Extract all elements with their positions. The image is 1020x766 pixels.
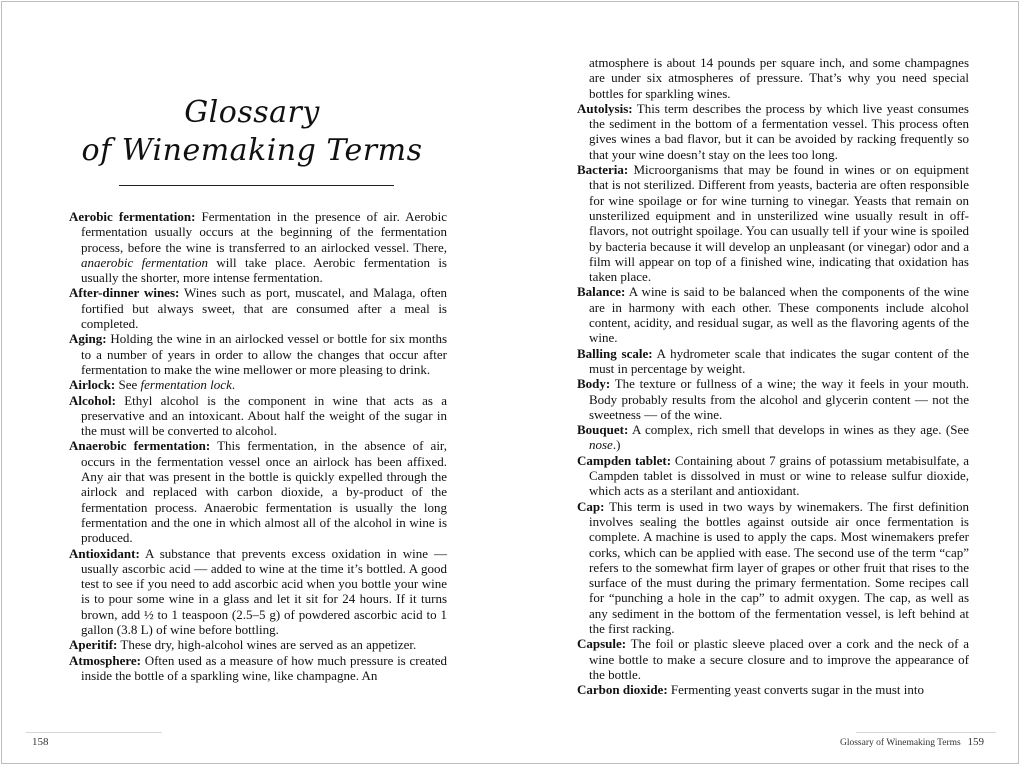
glossary-definition: Holding the wine in an airlocked vessel or bottle for six months to a number of years in order to allow the changes that occur after fermentation to make the wine mellower or more pleasing to drink. bbox=[81, 331, 447, 377]
continued-entry-text: atmosphere is about 14 pounds per square inch, and some champagnes are under six atmospheres of pressure. That’s why you need special bottles for sparkling wines. bbox=[589, 55, 969, 101]
glossary-entry bbox=[69, 653, 447, 684]
glossary-entry bbox=[577, 162, 969, 284]
glossary-definition: Ethyl alcohol is the component in wine that acts as a preservative and an intoxicant. About half the weight of the sugar in the must will be converted to alcohol. bbox=[81, 392, 447, 439]
glossary-term: Campden tablet: bbox=[577, 452, 672, 468]
glossary-entry bbox=[577, 499, 969, 637]
glossary-definition: The texture or fullness of a wine; the way it feels in your mouth. Body probably results from the alcohol and glycerin content — not the sweetness — of the wine. bbox=[589, 376, 969, 422]
glossary-term: Autolysis: bbox=[577, 100, 633, 116]
glossary-definition-end: . bbox=[231, 377, 236, 393]
glossary-definition: Fermentation in the presence of air. Aerobic fermentation usually occurs at the beginning of the fermentation process, before the wine is transferred to an airlocked vessel. There, bbox=[81, 209, 447, 255]
glossary-entry bbox=[577, 101, 969, 162]
glossary-definition: The foil or plastic sleeve placed over a cork and the neck of a wine bottle to make a secure closure and to improve the appearance of the bottle. bbox=[589, 636, 969, 682]
glossary-definition: Containing about 7 grains of potassium metabisulfate, a Campden tablet is dissolved in must or wine to release sulfur dioxide, which acts as a sterilant and antioxidant. bbox=[589, 452, 969, 499]
glossary-term: Aging: bbox=[69, 331, 107, 347]
footer-rule bbox=[26, 732, 162, 733]
glossary-definition: Often used as a measure of how much pressure is created inside the bottle of a sparkling wine, like champagne. An bbox=[81, 652, 447, 683]
glossary-definition: Microorganisms that may be found in wines or on equipment that is not sterilized. Different from yeasts, bacteria are often responsible for wine spoilage or for wine turning to vinegar. Yeasts that remain on unsterilized equipment and in unsterilized wine usually result in off-flavors, not outright spoilage. You can usually tell if your wine is spoiled by bacteria because it will develop an unpleasant (or vinegar) odor and a film will appear on top of a finished wine, indicating that oxidation has taken place. bbox=[589, 162, 969, 285]
glossary-definition: A complex, rich smell that develops in wines as they age. (See bbox=[628, 422, 969, 438]
glossary-entry bbox=[69, 331, 447, 377]
cross-reference: anaerobic fermentation bbox=[81, 254, 209, 270]
cross-reference: nose bbox=[589, 437, 613, 453]
title-line-2: of Winemaking Terms bbox=[81, 133, 423, 168]
glossary-definition: This term describes the process by which live yeast consumes the sediment in the bottom of a fermentation vessel. This process often gives wines a bad flavor, but it can be avoided by racking frequently so that your wine doesn’t stay on the lees too long. bbox=[589, 100, 969, 162]
glossary-term: Aperitif: bbox=[69, 637, 118, 653]
glossary-definition: Fermenting yeast converts sugar in the must into bbox=[667, 682, 924, 698]
glossary-definition: Wines such as port, muscatel, and Malaga, often fortified but always sweet, that are consumed after a meal is completed. bbox=[81, 285, 447, 332]
running-head: Glossary of Winemaking Terms bbox=[839, 738, 961, 748]
page-number: 159 bbox=[967, 736, 984, 748]
cross-reference: fermentation lock bbox=[140, 377, 232, 393]
glossary-definition: See bbox=[115, 377, 141, 393]
glossary-definition: A substance that prevents excess oxidation in wine — usually ascorbic acid — added to wine at the time it’s bottled. A good test to see if you need to add ascorbic acid when you bottle your wine is to pour some wine in a glass and let it sit for 24 hours. If it turns brown, add ½ to 1 teaspoon (2.5–5 g) of powdered ascorbic acid to 1 gallon (3.8 L) of wine before bottling. bbox=[81, 545, 447, 638]
glossary-definition: A hydrometer scale that indicates the sugar content of the must in percentage by weight. bbox=[589, 345, 969, 376]
glossary-term: Body: bbox=[577, 376, 611, 392]
glossary-entry bbox=[577, 346, 969, 377]
glossary-term: Capsule: bbox=[577, 636, 627, 652]
glossary-entry bbox=[69, 377, 447, 392]
title-line-1: Glossary bbox=[184, 95, 320, 130]
glossary-definition: A wine is said to be balanced when the components of the wine are in harmony with each other. These components include alcohol content, acidity, and residual sugar, as well as the flavoring agents of the wine. bbox=[589, 284, 969, 346]
glossary-entry bbox=[69, 209, 447, 285]
glossary-term: After-dinner wines: bbox=[69, 285, 180, 301]
glossary-entry bbox=[577, 636, 969, 682]
book-spread bbox=[1, 1, 1019, 764]
right-entries bbox=[577, 101, 969, 698]
glossary-term: Balling scale: bbox=[577, 345, 653, 361]
glossary-definition-end: .) bbox=[612, 437, 621, 453]
glossary-definition: This term is used in two ways by winemakers. The first definition involves sealing the bottles against outside air once fermentation is complete. A machine is used to apply the caps. Most winemakers prefer corks, which can be applied with ease. The second use of the term “cap” refers to the somewhat firm layer of grapes or other fruit that rises to the surface of the must during the primary fermentation. Some recipes call for “punching a hole in the cap” to admit oxygen. The cap, as well as any sediment in the bottom of the fermentation vessel, is left behind at the first racking. bbox=[589, 498, 969, 636]
glossary-definition: These dry, high-alcohol wines are served as an appetizer. bbox=[117, 637, 417, 653]
left-glossary-column bbox=[69, 209, 447, 683]
left-page bbox=[2, 2, 511, 763]
glossary-term: Bacteria: bbox=[577, 162, 629, 178]
page-number: 158 bbox=[32, 736, 49, 748]
glossary-term: Balance: bbox=[577, 284, 626, 300]
glossary-entry bbox=[69, 285, 447, 331]
glossary-entry bbox=[69, 393, 447, 439]
glossary-entry bbox=[577, 682, 969, 697]
glossary-term: Carbon dioxide: bbox=[577, 682, 668, 698]
glossary-entry bbox=[577, 453, 969, 499]
glossary-term: Airlock: bbox=[69, 377, 116, 393]
glossary-term: Anaerobic fermentation: bbox=[69, 438, 211, 454]
footer-rule bbox=[856, 732, 996, 733]
glossary-term: Bouquet: bbox=[577, 422, 629, 438]
glossary-entry bbox=[577, 284, 969, 345]
glossary-term: Antioxidant: bbox=[69, 545, 140, 561]
glossary-definition-end: will take place. Aerobic fermentation is usually the shorter, more intense fermentation. bbox=[81, 254, 447, 286]
right-page bbox=[511, 2, 1020, 763]
glossary-term: Atmosphere: bbox=[69, 652, 141, 668]
glossary-term: Alcohol: bbox=[69, 392, 116, 408]
title-rule bbox=[119, 185, 394, 186]
glossary-entry bbox=[69, 438, 447, 545]
right-glossary-column bbox=[577, 55, 969, 697]
glossary-term: Cap: bbox=[577, 498, 605, 514]
glossary-entry bbox=[577, 422, 969, 453]
glossary-entry bbox=[577, 376, 969, 422]
glossary-entry bbox=[69, 637, 447, 652]
glossary-entry bbox=[69, 546, 447, 638]
page-title bbox=[62, 94, 442, 170]
glossary-term: Aerobic fermentation: bbox=[69, 209, 196, 224]
glossary-definition: This fermentation, in the absence of air, occurs in the fermentation vessel once an airlock has been affixed. Any air that was present in the bottle is quickly expelled through the airlock and replaced with carbon dioxide, a by-product of the fermentation process. Anaerobic fermentation is usually the long fermentation and the one in which almost all of the alcohol in wine is produced. bbox=[81, 438, 447, 546]
page-footer bbox=[840, 736, 984, 748]
